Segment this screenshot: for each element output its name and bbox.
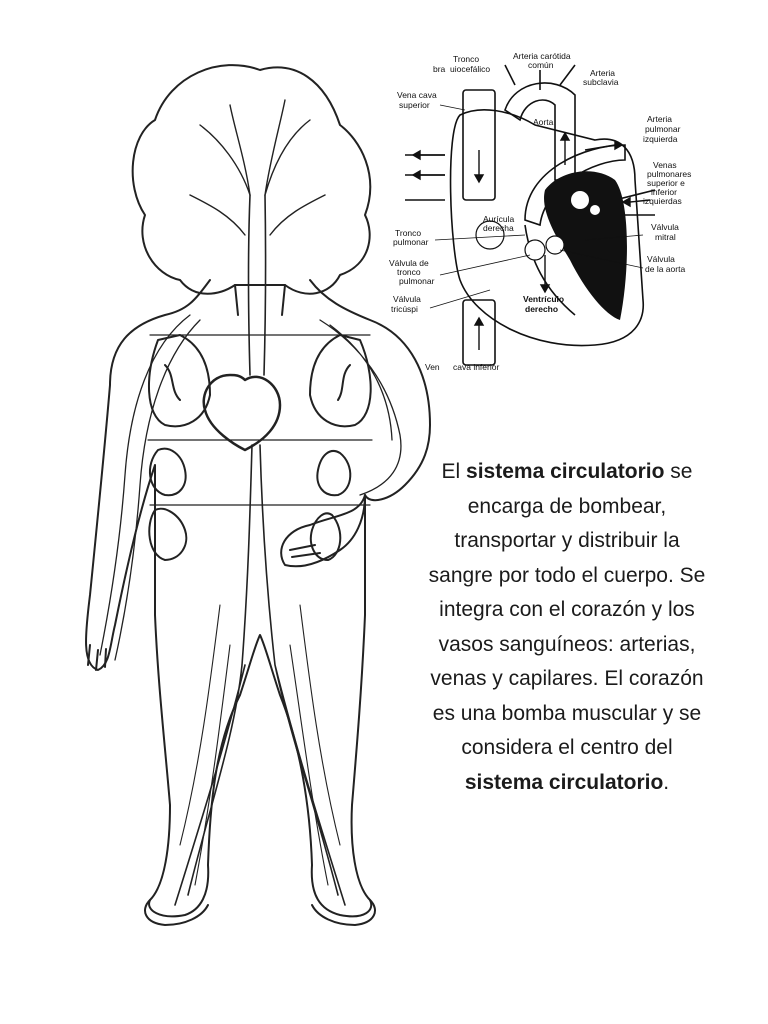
- svg-text:pulmonar: pulmonar: [399, 276, 435, 286]
- svg-text:inferior: inferior: [651, 187, 677, 197]
- left-lung: [149, 335, 210, 426]
- description-paragraph: El sistema circulatorio se encarga de bombear, transportar y distribuir la sangre por todo el cuerpo. Se integra con el corazón y los vasos sanguíneos: arterias, venas y capilares. El corazón es una bomba muscular y se considera el centro del sistema circulatorio.: [428, 460, 706, 794]
- body-outline: [86, 280, 430, 916]
- svg-text:izquierdas: izquierdas: [643, 196, 682, 206]
- keyword-sistema-circulatorio: sistema circulatorio: [464, 770, 664, 794]
- svg-text:bra: bra: [433, 64, 446, 74]
- svg-text:mitral: mitral: [655, 232, 676, 242]
- svg-text:superior: superior: [399, 100, 430, 110]
- label-arteria-pulmonar: Arteria: [647, 114, 673, 124]
- svg-text:uiocefálico: uiocefálico: [450, 64, 491, 74]
- label-tronco-braquiocefalico: Tronco: [453, 54, 480, 64]
- label-tronco-pulmonar: Tronco: [395, 228, 422, 238]
- label-valvula-tronco: Válvula de: [389, 258, 429, 268]
- svg-text:superior e: superior e: [647, 178, 685, 188]
- heart-shape: [204, 375, 280, 450]
- svg-text:de la aorta: de la aorta: [645, 264, 686, 274]
- right-kidney: [317, 451, 350, 495]
- svg-text:tronco: tronco: [397, 267, 421, 277]
- heart-anatomy-diagram: [385, 50, 705, 380]
- label-aorta: Aorta: [533, 117, 554, 127]
- svg-text:pulmonar: pulmonar: [393, 237, 429, 247]
- svg-text:pulmonar: pulmonar: [645, 124, 681, 134]
- svg-text:derecho: derecho: [525, 304, 559, 314]
- svg-text:tricúspi: tricúspi: [391, 304, 418, 314]
- label-subclavia: Arteria: [590, 68, 616, 78]
- label-venas-pulmonares: Venas: [653, 160, 677, 170]
- label-auricula-derecha: Aurícula: [483, 214, 515, 224]
- label-ventriculo-derecho: Ventrículo: [523, 294, 565, 304]
- label-vena-cava-inferior: Ven: [425, 362, 440, 372]
- label-carotida: Arteria carótida: [513, 51, 571, 61]
- superior-vena-cava: [463, 90, 495, 200]
- svg-text:común: común: [528, 60, 554, 70]
- hair-outline: [133, 65, 371, 294]
- main-vessels: [175, 195, 345, 905]
- svg-text:pulmonares: pulmonares: [647, 169, 692, 179]
- label-vena-cava-superior: Vena cava: [397, 90, 437, 100]
- aorta: [505, 83, 575, 180]
- right-lung: [310, 335, 371, 426]
- label-valvula-aorta: Válvula: [647, 254, 675, 264]
- svg-text:subclavia: subclavia: [583, 77, 619, 87]
- svg-text:izquierda: izquierda: [643, 134, 678, 144]
- label-valvula-tricuspide: Válvula: [393, 294, 421, 304]
- label-valvula-mitral: Válvula: [651, 222, 679, 232]
- keyword-sistema-circulatorio: sistema circulatorio: [466, 460, 665, 483]
- svg-text:derecha: derecha: [483, 223, 514, 233]
- svg-text:cava inferior: cava inferior: [453, 362, 500, 372]
- hand-outline: [281, 495, 365, 566]
- heart-labels: [389, 51, 691, 372]
